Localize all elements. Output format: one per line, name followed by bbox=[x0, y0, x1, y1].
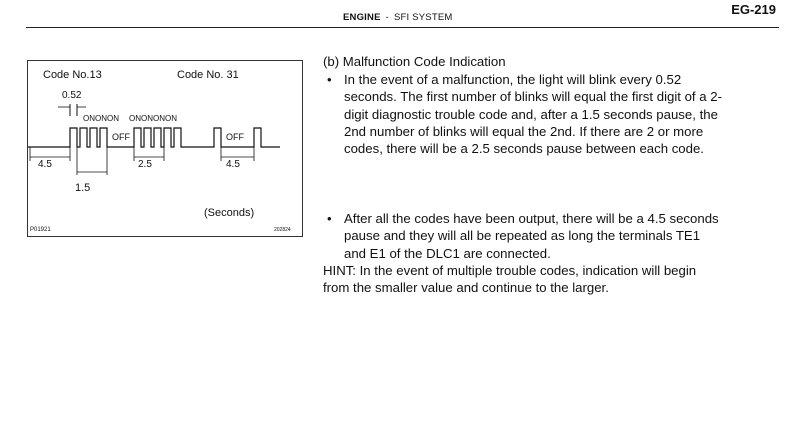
seconds-unit-label: (Seconds) bbox=[204, 207, 255, 219]
figure-id-left: P01921 bbox=[30, 227, 51, 233]
timing-diagram-svg bbox=[28, 61, 302, 236]
off-label-2: OFF bbox=[226, 132, 244, 142]
body-text bbox=[323, 53, 723, 296]
hint-text: HINT: In the event of multiple trouble codes, indication will begin from the smaller value and continue to the larger. bbox=[323, 262, 697, 296]
on-label-group-1: ONONON bbox=[83, 114, 119, 123]
bullet-dot: • bbox=[327, 72, 332, 88]
on-label-group-2: ONONONON bbox=[129, 114, 177, 123]
off-label-1: OFF bbox=[112, 132, 130, 142]
interval-052-label: 0.52 bbox=[62, 90, 82, 101]
header-separator: - bbox=[385, 12, 389, 23]
header-subsection: SFI SYSTEM bbox=[394, 12, 453, 23]
code-31-label: Code No. 31 bbox=[177, 69, 239, 81]
bullet-item-1 bbox=[323, 71, 723, 157]
header-rule bbox=[26, 27, 779, 28]
bullet-item-2 bbox=[323, 210, 723, 262]
timing-diagram bbox=[27, 60, 303, 237]
page-header bbox=[343, 12, 452, 23]
header-section: ENGINE bbox=[343, 12, 381, 23]
bullet-text-2: After all the codes have been output, there will be a 4.5 seconds pause and they will all be repeated as long the terminals TE1 and E1 of the DLC1 are connected. bbox=[344, 211, 719, 261]
page-number: EG-219 bbox=[731, 2, 776, 17]
bullet-text-1: In the event of a malfunction, the light will blink every 0.52 seconds. The first number of blinks will equal the first digit of a 2-digit diagnostic trouble code and, after a 1.5 seconds pause, the 2nd number of blinks will equal the 2nd. If there are 2 or more codes, there will be a 2.5 seconds pause between each code. bbox=[344, 72, 722, 157]
dim-15-label: 1.5 bbox=[75, 182, 91, 194]
bullet-dot: • bbox=[327, 211, 332, 227]
dim-45-right-label: 4.5 bbox=[226, 159, 240, 170]
dim-25-label: 2.5 bbox=[138, 159, 152, 170]
section-subheading: (b) Malfunction Code Indication bbox=[323, 54, 506, 69]
figure-id-right: 202824 bbox=[274, 227, 291, 233]
code-13-label: Code No.13 bbox=[43, 69, 102, 81]
dim-45-left-label: 4.5 bbox=[38, 159, 52, 170]
